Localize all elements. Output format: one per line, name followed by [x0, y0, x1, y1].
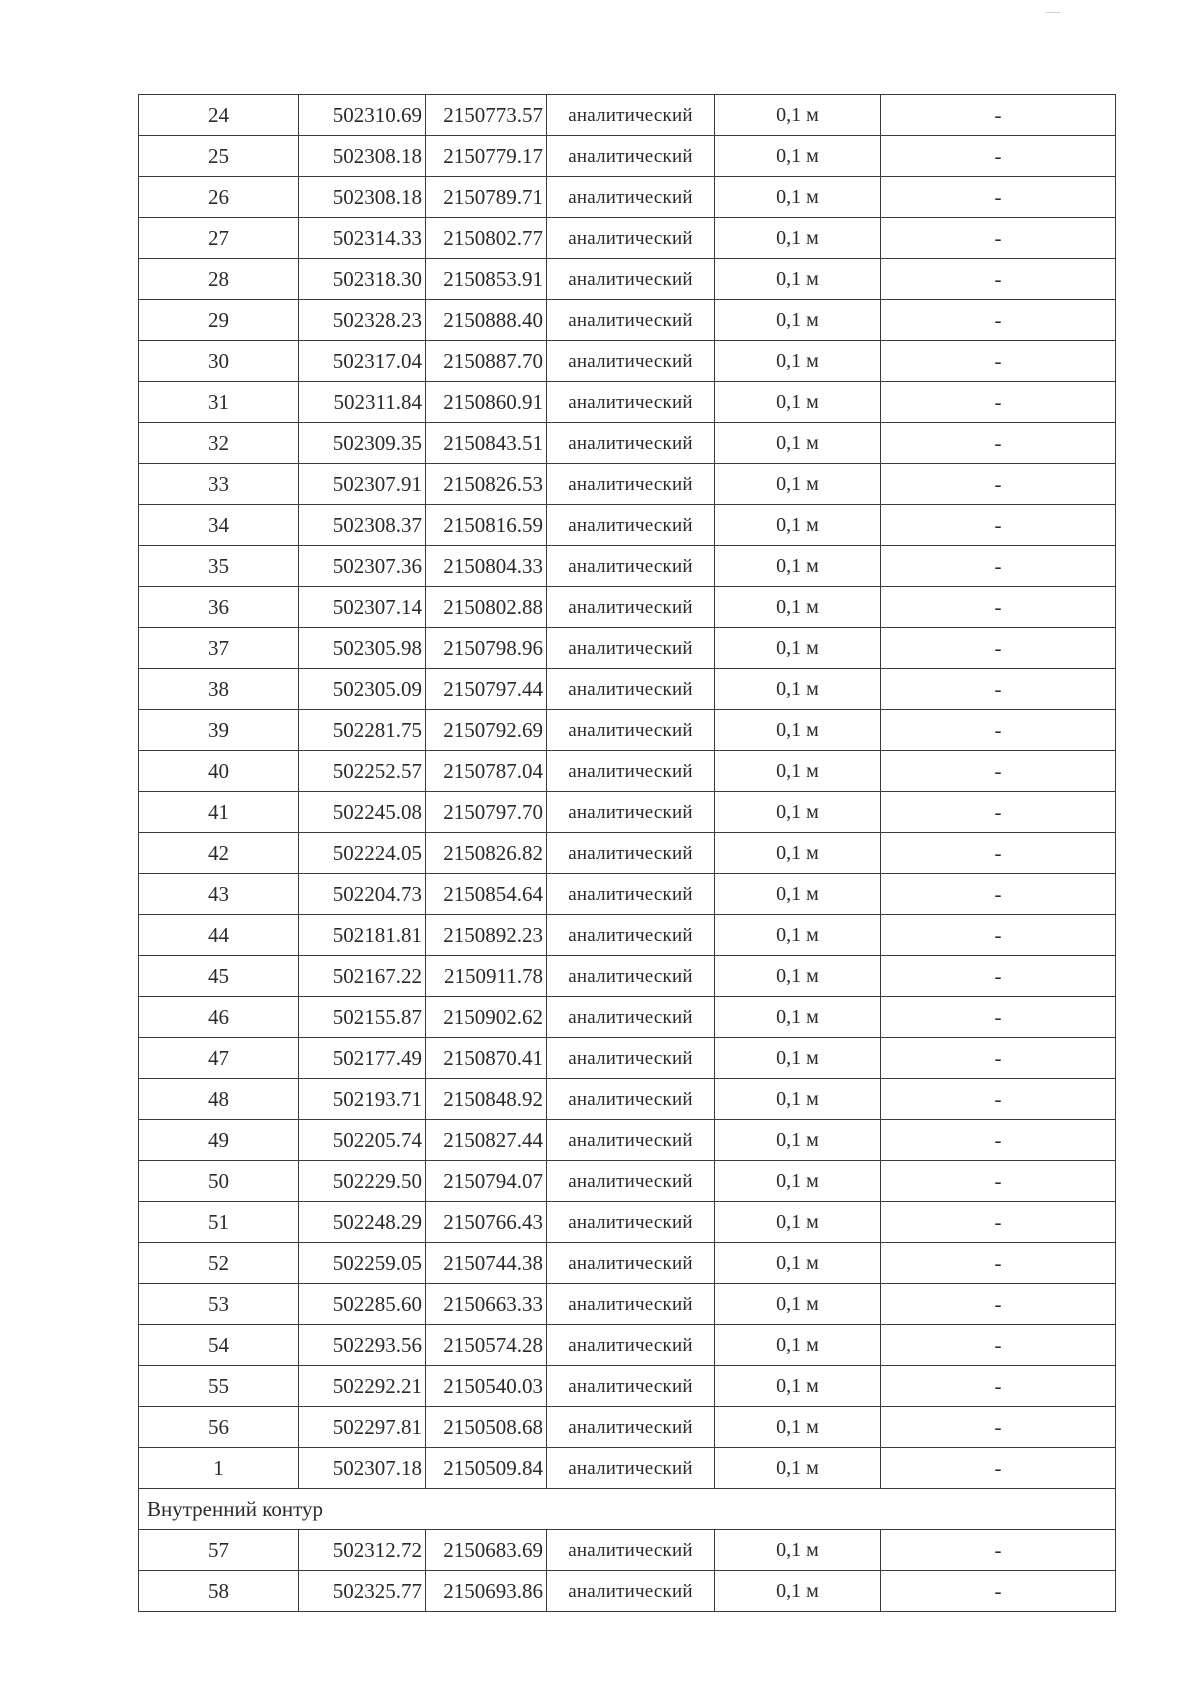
x-coordinate-cell: 502308.18 — [299, 136, 426, 177]
method-cell: аналитический — [547, 259, 715, 300]
point-number-cell: 28 — [139, 259, 299, 300]
y-coordinate-cell: 2150574.28 — [426, 1325, 547, 1366]
method-cell: аналитический — [547, 546, 715, 587]
y-coordinate-cell: 2150892.23 — [426, 915, 547, 956]
table-row — [139, 1407, 1116, 1448]
accuracy-cell: 0,1 м — [715, 587, 881, 628]
scan-speck — [1046, 12, 1060, 13]
method-cell: аналитический — [547, 177, 715, 218]
accuracy-cell: 0,1 м — [715, 259, 881, 300]
x-coordinate-cell: 502307.36 — [299, 546, 426, 587]
description-cell: - — [881, 628, 1116, 669]
method-cell: аналитический — [547, 1079, 715, 1120]
accuracy-cell: 0,1 м — [715, 751, 881, 792]
y-coordinate-cell: 2150792.69 — [426, 710, 547, 751]
method-cell: аналитический — [547, 1366, 715, 1407]
y-coordinate-cell: 2150797.70 — [426, 792, 547, 833]
point-number-cell: 56 — [139, 1407, 299, 1448]
table-row — [139, 710, 1116, 751]
point-number-cell: 31 — [139, 382, 299, 423]
accuracy-cell: 0,1 м — [715, 1407, 881, 1448]
y-coordinate-cell: 2150779.17 — [426, 136, 547, 177]
x-coordinate-cell: 502245.08 — [299, 792, 426, 833]
description-cell: - — [881, 546, 1116, 587]
x-coordinate-cell: 502181.81 — [299, 915, 426, 956]
table-row — [139, 341, 1116, 382]
table-row — [139, 628, 1116, 669]
description-cell: - — [881, 1530, 1116, 1571]
point-number-cell: 44 — [139, 915, 299, 956]
y-coordinate-cell: 2150802.88 — [426, 587, 547, 628]
method-cell: аналитический — [547, 792, 715, 833]
method-cell: аналитический — [547, 341, 715, 382]
y-coordinate-cell: 2150789.71 — [426, 177, 547, 218]
y-coordinate-cell: 2150663.33 — [426, 1284, 547, 1325]
y-coordinate-cell: 2150508.68 — [426, 1407, 547, 1448]
accuracy-cell: 0,1 м — [715, 218, 881, 259]
accuracy-cell: 0,1 м — [715, 997, 881, 1038]
description-cell: - — [881, 710, 1116, 751]
method-cell: аналитический — [547, 423, 715, 464]
method-cell: аналитический — [547, 1202, 715, 1243]
y-coordinate-cell: 2150766.43 — [426, 1202, 547, 1243]
method-cell: аналитический — [547, 1448, 715, 1489]
point-number-cell: 45 — [139, 956, 299, 997]
description-cell: - — [881, 505, 1116, 546]
coordinates-table — [138, 94, 1116, 1612]
accuracy-cell: 0,1 м — [715, 423, 881, 464]
table-row — [139, 956, 1116, 997]
accuracy-cell: 0,1 м — [715, 1079, 881, 1120]
point-number-cell: 37 — [139, 628, 299, 669]
x-coordinate-cell: 502325.77 — [299, 1571, 426, 1612]
description-cell: - — [881, 1448, 1116, 1489]
method-cell: аналитический — [547, 95, 715, 136]
point-number-cell: 40 — [139, 751, 299, 792]
method-cell: аналитический — [547, 710, 715, 751]
point-number-cell: 32 — [139, 423, 299, 464]
accuracy-cell: 0,1 м — [715, 915, 881, 956]
point-number-cell: 27 — [139, 218, 299, 259]
table-row — [139, 997, 1116, 1038]
table-row — [139, 546, 1116, 587]
accuracy-cell: 0,1 м — [715, 1038, 881, 1079]
table-row — [139, 1038, 1116, 1079]
method-cell: аналитический — [547, 1530, 715, 1571]
description-cell: - — [881, 1202, 1116, 1243]
x-coordinate-cell: 502307.91 — [299, 464, 426, 505]
y-coordinate-cell: 2150683.69 — [426, 1530, 547, 1571]
x-coordinate-cell: 502318.30 — [299, 259, 426, 300]
point-number-cell: 41 — [139, 792, 299, 833]
method-cell: аналитический — [547, 1284, 715, 1325]
description-cell: - — [881, 956, 1116, 997]
table-row — [139, 423, 1116, 464]
y-coordinate-cell: 2150802.77 — [426, 218, 547, 259]
table-row — [139, 1448, 1116, 1489]
point-number-cell: 55 — [139, 1366, 299, 1407]
accuracy-cell: 0,1 м — [715, 792, 881, 833]
point-number-cell: 42 — [139, 833, 299, 874]
description-cell: - — [881, 1038, 1116, 1079]
description-cell: - — [881, 997, 1116, 1038]
accuracy-cell: 0,1 м — [715, 1284, 881, 1325]
x-coordinate-cell: 502307.18 — [299, 1448, 426, 1489]
x-coordinate-cell: 502259.05 — [299, 1243, 426, 1284]
x-coordinate-cell: 502248.29 — [299, 1202, 426, 1243]
y-coordinate-cell: 2150794.07 — [426, 1161, 547, 1202]
description-cell: - — [881, 1161, 1116, 1202]
description-cell: - — [881, 259, 1116, 300]
table-row — [139, 1161, 1116, 1202]
table-row — [139, 1243, 1116, 1284]
table-row — [139, 505, 1116, 546]
table-row — [139, 1530, 1116, 1571]
y-coordinate-cell: 2150693.86 — [426, 1571, 547, 1612]
accuracy-cell: 0,1 м — [715, 464, 881, 505]
y-coordinate-cell: 2150773.57 — [426, 95, 547, 136]
point-number-cell: 47 — [139, 1038, 299, 1079]
point-number-cell: 25 — [139, 136, 299, 177]
x-coordinate-cell: 502177.49 — [299, 1038, 426, 1079]
table-row — [139, 1079, 1116, 1120]
y-coordinate-cell: 2150797.44 — [426, 669, 547, 710]
point-number-cell: 1 — [139, 1448, 299, 1489]
accuracy-cell: 0,1 м — [715, 1325, 881, 1366]
x-coordinate-cell: 502328.23 — [299, 300, 426, 341]
method-cell: аналитический — [547, 382, 715, 423]
method-cell: аналитический — [547, 1120, 715, 1161]
description-cell: - — [881, 464, 1116, 505]
method-cell: аналитический — [547, 1571, 715, 1612]
accuracy-cell: 0,1 м — [715, 710, 881, 751]
method-cell: аналитический — [547, 997, 715, 1038]
point-number-cell: 39 — [139, 710, 299, 751]
description-cell: - — [881, 136, 1116, 177]
x-coordinate-cell: 502281.75 — [299, 710, 426, 751]
table-row — [139, 669, 1116, 710]
table-row — [139, 792, 1116, 833]
description-cell: - — [881, 792, 1116, 833]
table-row — [139, 464, 1116, 505]
y-coordinate-cell: 2150870.41 — [426, 1038, 547, 1079]
accuracy-cell: 0,1 м — [715, 833, 881, 874]
point-number-cell: 38 — [139, 669, 299, 710]
accuracy-cell: 0,1 м — [715, 1366, 881, 1407]
accuracy-cell: 0,1 м — [715, 341, 881, 382]
point-number-cell: 33 — [139, 464, 299, 505]
method-cell: аналитический — [547, 1038, 715, 1079]
table-row — [139, 1202, 1116, 1243]
x-coordinate-cell: 502224.05 — [299, 833, 426, 874]
point-number-cell: 49 — [139, 1120, 299, 1161]
x-coordinate-cell: 502311.84 — [299, 382, 426, 423]
x-coordinate-cell: 502309.35 — [299, 423, 426, 464]
description-cell: - — [881, 177, 1116, 218]
table-row — [139, 95, 1116, 136]
description-cell: - — [881, 423, 1116, 464]
accuracy-cell: 0,1 м — [715, 95, 881, 136]
y-coordinate-cell: 2150888.40 — [426, 300, 547, 341]
x-coordinate-cell: 502308.37 — [299, 505, 426, 546]
description-cell: - — [881, 874, 1116, 915]
y-coordinate-cell: 2150887.70 — [426, 341, 547, 382]
point-number-cell: 51 — [139, 1202, 299, 1243]
description-cell: - — [881, 300, 1116, 341]
description-cell: - — [881, 833, 1116, 874]
accuracy-cell: 0,1 м — [715, 382, 881, 423]
point-number-cell: 46 — [139, 997, 299, 1038]
table-row — [139, 177, 1116, 218]
accuracy-cell: 0,1 м — [715, 505, 881, 546]
x-coordinate-cell: 502292.21 — [299, 1366, 426, 1407]
x-coordinate-cell: 502293.56 — [299, 1325, 426, 1366]
accuracy-cell: 0,1 м — [715, 1202, 881, 1243]
description-cell: - — [881, 341, 1116, 382]
table-row — [139, 1120, 1116, 1161]
table-row — [139, 1325, 1116, 1366]
y-coordinate-cell: 2150853.91 — [426, 259, 547, 300]
description-cell: - — [881, 587, 1116, 628]
point-number-cell: 26 — [139, 177, 299, 218]
y-coordinate-cell: 2150902.62 — [426, 997, 547, 1038]
description-cell: - — [881, 1407, 1116, 1448]
x-coordinate-cell: 502229.50 — [299, 1161, 426, 1202]
description-cell: - — [881, 382, 1116, 423]
table-row — [139, 587, 1116, 628]
description-cell: - — [881, 95, 1116, 136]
description-cell: - — [881, 218, 1116, 259]
method-cell: аналитический — [547, 587, 715, 628]
x-coordinate-cell: 502317.04 — [299, 341, 426, 382]
x-coordinate-cell: 502204.73 — [299, 874, 426, 915]
method-cell: аналитический — [547, 1161, 715, 1202]
accuracy-cell: 0,1 м — [715, 177, 881, 218]
y-coordinate-cell: 2150826.53 — [426, 464, 547, 505]
table-row — [139, 833, 1116, 874]
y-coordinate-cell: 2150804.33 — [426, 546, 547, 587]
point-number-cell: 50 — [139, 1161, 299, 1202]
method-cell: аналитический — [547, 1325, 715, 1366]
x-coordinate-cell: 502308.18 — [299, 177, 426, 218]
table-row — [139, 751, 1116, 792]
method-cell: аналитический — [547, 833, 715, 874]
point-number-cell: 43 — [139, 874, 299, 915]
description-cell: - — [881, 1325, 1116, 1366]
description-cell: - — [881, 1284, 1116, 1325]
y-coordinate-cell: 2150509.84 — [426, 1448, 547, 1489]
y-coordinate-cell: 2150787.04 — [426, 751, 547, 792]
method-cell: аналитический — [547, 915, 715, 956]
description-cell: - — [881, 751, 1116, 792]
accuracy-cell: 0,1 м — [715, 669, 881, 710]
table-row — [139, 1284, 1116, 1325]
y-coordinate-cell: 2150848.92 — [426, 1079, 547, 1120]
point-number-cell: 54 — [139, 1325, 299, 1366]
accuracy-cell: 0,1 м — [715, 1448, 881, 1489]
description-cell: - — [881, 1571, 1116, 1612]
x-coordinate-cell: 502307.14 — [299, 587, 426, 628]
accuracy-cell: 0,1 м — [715, 956, 881, 997]
x-coordinate-cell: 502297.81 — [299, 1407, 426, 1448]
x-coordinate-cell: 502305.09 — [299, 669, 426, 710]
x-coordinate-cell: 502285.60 — [299, 1284, 426, 1325]
coordinates-table-body — [139, 95, 1116, 1612]
description-cell: - — [881, 1120, 1116, 1161]
x-coordinate-cell: 502312.72 — [299, 1530, 426, 1571]
table-row — [139, 1571, 1116, 1612]
point-number-cell: 57 — [139, 1530, 299, 1571]
description-cell: - — [881, 915, 1116, 956]
method-cell: аналитический — [547, 464, 715, 505]
section-row — [139, 1489, 1116, 1530]
accuracy-cell: 0,1 м — [715, 1530, 881, 1571]
x-coordinate-cell: 502155.87 — [299, 997, 426, 1038]
accuracy-cell: 0,1 м — [715, 1571, 881, 1612]
accuracy-cell: 0,1 м — [715, 546, 881, 587]
point-number-cell: 29 — [139, 300, 299, 341]
accuracy-cell: 0,1 м — [715, 136, 881, 177]
method-cell: аналитический — [547, 136, 715, 177]
accuracy-cell: 0,1 м — [715, 1161, 881, 1202]
description-cell: - — [881, 1366, 1116, 1407]
x-coordinate-cell: 502167.22 — [299, 956, 426, 997]
point-number-cell: 35 — [139, 546, 299, 587]
section-label: Внутренний контур — [139, 1489, 1116, 1530]
y-coordinate-cell: 2150744.38 — [426, 1243, 547, 1284]
method-cell: аналитический — [547, 874, 715, 915]
point-number-cell: 36 — [139, 587, 299, 628]
point-number-cell: 58 — [139, 1571, 299, 1612]
x-coordinate-cell: 502314.33 — [299, 218, 426, 259]
y-coordinate-cell: 2150816.59 — [426, 505, 547, 546]
method-cell: аналитический — [547, 628, 715, 669]
point-number-cell: 52 — [139, 1243, 299, 1284]
method-cell: аналитический — [547, 956, 715, 997]
y-coordinate-cell: 2150540.03 — [426, 1366, 547, 1407]
x-coordinate-cell: 502205.74 — [299, 1120, 426, 1161]
x-coordinate-cell: 502305.98 — [299, 628, 426, 669]
accuracy-cell: 0,1 м — [715, 1120, 881, 1161]
method-cell: аналитический — [547, 300, 715, 341]
point-number-cell: 30 — [139, 341, 299, 382]
description-cell: - — [881, 1243, 1116, 1284]
x-coordinate-cell: 502252.57 — [299, 751, 426, 792]
accuracy-cell: 0,1 м — [715, 1243, 881, 1284]
table-row — [139, 915, 1116, 956]
table-row — [139, 218, 1116, 259]
y-coordinate-cell: 2150827.44 — [426, 1120, 547, 1161]
accuracy-cell: 0,1 м — [715, 874, 881, 915]
point-number-cell: 48 — [139, 1079, 299, 1120]
table-row — [139, 300, 1116, 341]
point-number-cell: 24 — [139, 95, 299, 136]
point-number-cell: 34 — [139, 505, 299, 546]
method-cell: аналитический — [547, 1407, 715, 1448]
description-cell: - — [881, 669, 1116, 710]
table-row — [139, 259, 1116, 300]
x-coordinate-cell: 502310.69 — [299, 95, 426, 136]
description-cell: - — [881, 1079, 1116, 1120]
method-cell: аналитический — [547, 218, 715, 259]
table-row — [139, 382, 1116, 423]
accuracy-cell: 0,1 м — [715, 300, 881, 341]
y-coordinate-cell: 2150843.51 — [426, 423, 547, 464]
x-coordinate-cell: 502193.71 — [299, 1079, 426, 1120]
y-coordinate-cell: 2150860.91 — [426, 382, 547, 423]
y-coordinate-cell: 2150826.82 — [426, 833, 547, 874]
y-coordinate-cell: 2150798.96 — [426, 628, 547, 669]
table-row — [139, 136, 1116, 177]
method-cell: аналитический — [547, 1243, 715, 1284]
method-cell: аналитический — [547, 751, 715, 792]
y-coordinate-cell: 2150854.64 — [426, 874, 547, 915]
point-number-cell: 53 — [139, 1284, 299, 1325]
method-cell: аналитический — [547, 505, 715, 546]
method-cell: аналитический — [547, 669, 715, 710]
accuracy-cell: 0,1 м — [715, 628, 881, 669]
y-coordinate-cell: 2150911.78 — [426, 956, 547, 997]
table-row — [139, 874, 1116, 915]
table-row — [139, 1366, 1116, 1407]
